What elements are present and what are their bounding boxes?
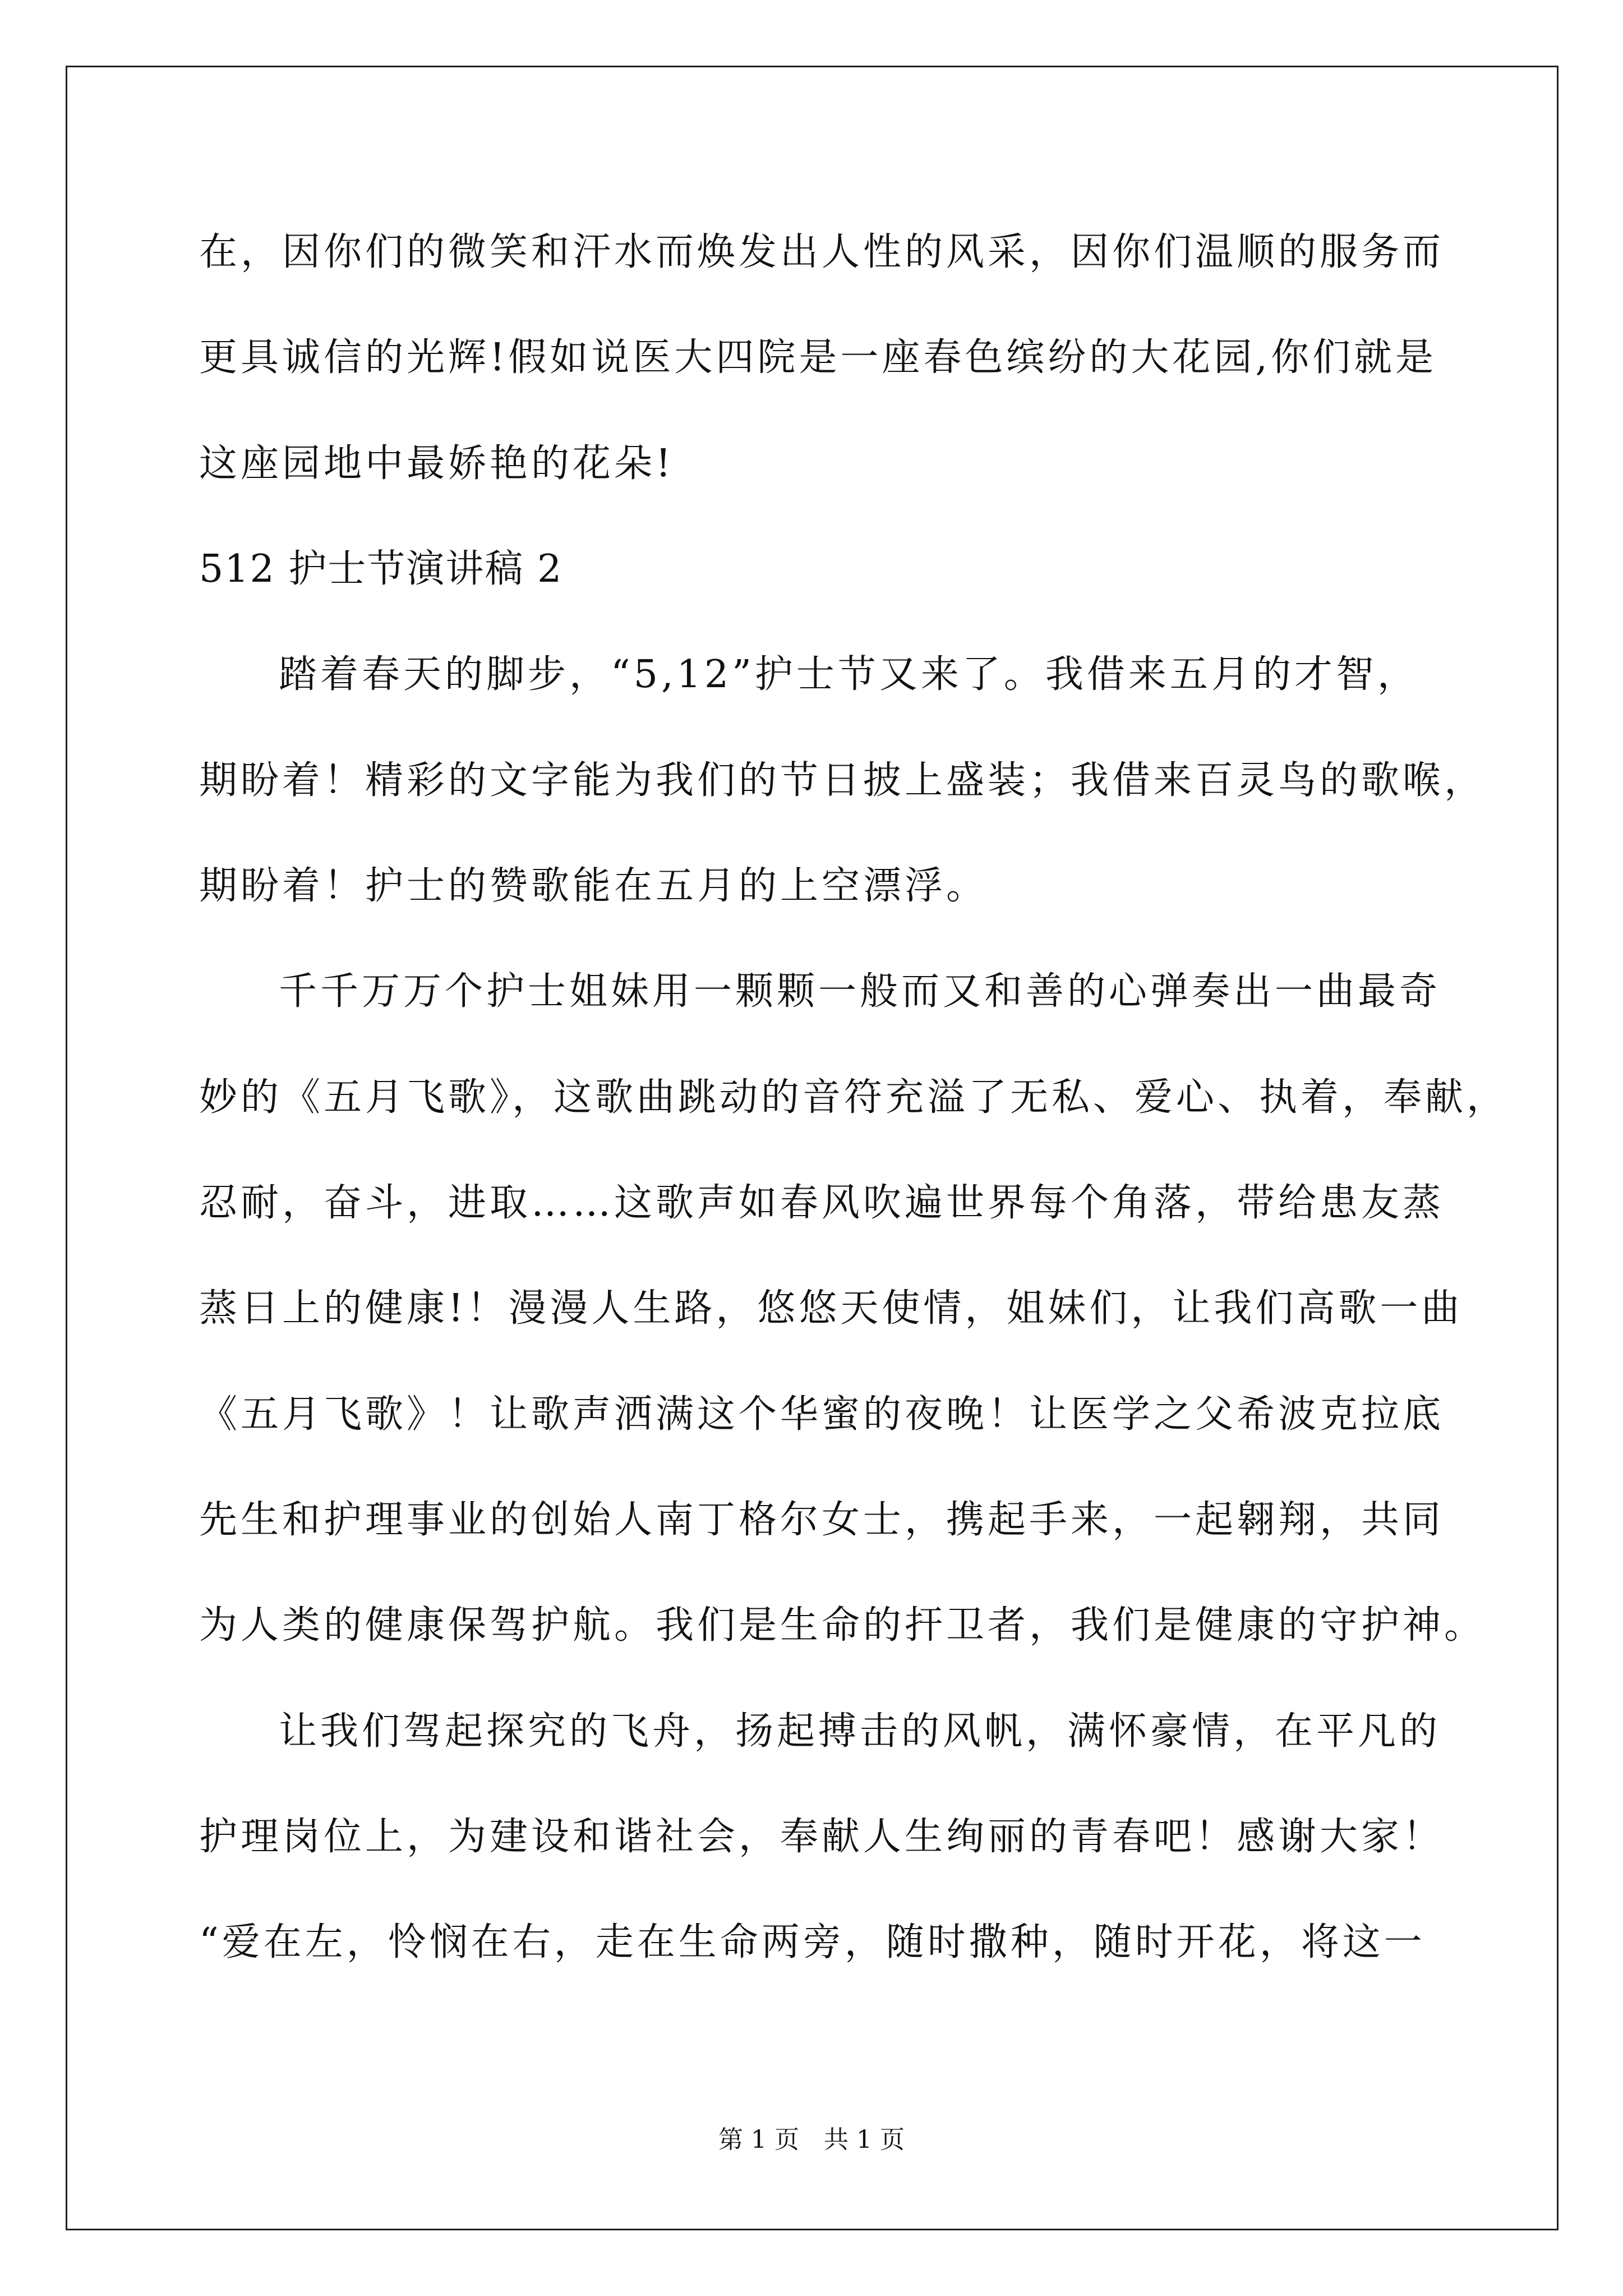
text-line: 更具诚信的光辉!假如说医大四院是一座春色缤纷的大花园,你们就是 <box>199 335 1437 380</box>
text-line: 忍耐，奋斗，进取……这歌声如春风吹遍世界每个角落，带给患友蒸 <box>199 1181 1445 1225</box>
text-line: 期盼着！精彩的文字能为我们的节日披上盛装；我借来百灵鸟的歌喉， <box>199 758 1486 803</box>
text-line: 这座园地中最娇艳的花朵! <box>199 441 675 486</box>
text-line: 为人类的健康保驾护航。我们是生命的扞卫者，我们是健康的守护神。 <box>199 1603 1486 1648</box>
text-line: 妙的《五月飞歌》，这歌曲跳动的音符充溢了无私、爱心、执着，奉献， <box>199 1075 1509 1120</box>
text-line: 在，因你们的微笑和汗水而焕发出人性的风采，因你们温顺的服务而 <box>199 230 1445 274</box>
text-line: 先生和护理事业的创始人南丁格尔女士，携起手来，一起翱翔，共同 <box>199 1498 1445 1542</box>
page-footer: 第 1 页 共 1 页 <box>718 2125 905 2154</box>
text-line: 护理岗位上，为建设和谐社会，奉献人生绚丽的青春吧！感谢大家！ <box>199 1815 1445 1859</box>
text-line: 千千万万个护士姐妹用一颗颗一般而又和善的心弹奏出一曲最奇 <box>279 969 1441 1014</box>
section-heading: 512 护士节演讲稿 2 <box>199 547 563 591</box>
text-line: 蒸日上的健康!！漫漫人生路，悠悠天使情，姐妹们，让我们高歌一曲 <box>199 1286 1463 1331</box>
text-line: 期盼着！护士的赞歌能在五月的上空漂浮。 <box>199 864 988 908</box>
text-line: 让我们驾起探究的飞舟，扬起搏击的风帆，满怀豪情，在平凡的 <box>279 1709 1441 1754</box>
page-frame <box>66 66 1559 2230</box>
text-line: “爱在左，怜悯在右，走在生命两旁，随时撒种，随时开花，将这一 <box>199 1920 1426 1964</box>
text-line: 踏着春天的脚步，“5,12”护士节又来了。我借来五月的才智， <box>279 652 1419 697</box>
text-line: 《五月飞歌》！让歌声洒满这个华蜜的夜晚！让医学之父希波克拉底 <box>199 1392 1445 1437</box>
